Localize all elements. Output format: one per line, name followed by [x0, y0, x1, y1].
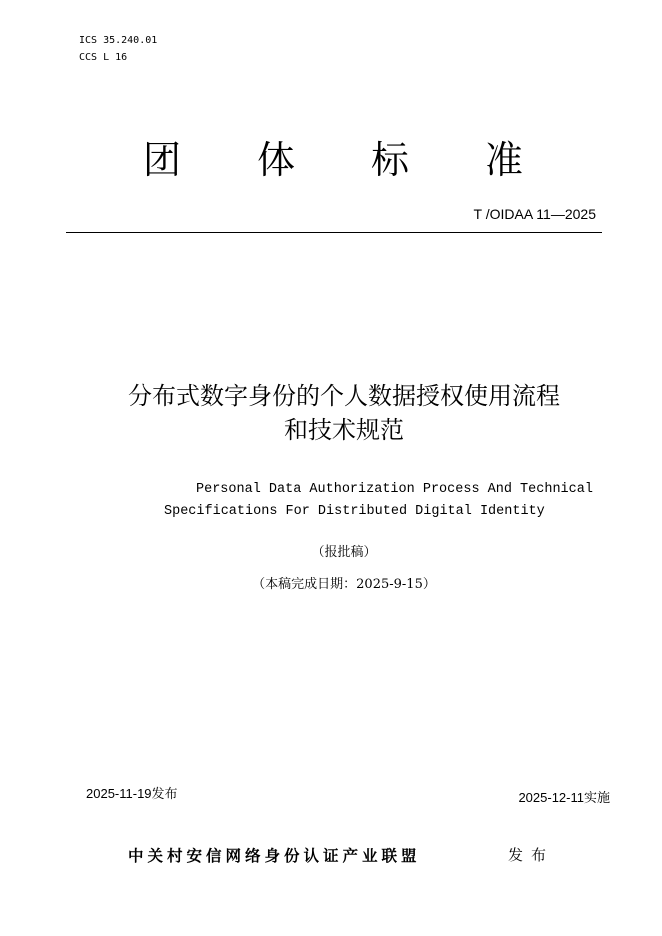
ccs-code: CCS L 16 [79, 52, 128, 63]
standard-type-char: 标 [370, 138, 409, 182]
standard-type-char: 准 [484, 138, 523, 182]
draft-completion-date: （本稿完成日期：2025-9-15） [252, 577, 436, 592]
publisher-action: 发布 [508, 846, 555, 864]
header-divider [66, 232, 602, 233]
english-title-line-1: Personal Data Authorization Process And Technical [196, 482, 593, 497]
standard-code: T /OIDAA 11—2025 [473, 206, 596, 222]
implementation-date: 2025-12-11实施 [518, 790, 610, 805]
standard-type-char: 团 [143, 138, 182, 182]
standard-type-char: 体 [256, 138, 295, 182]
english-title-line-2: Specifications For Distributed Digital Identity [164, 504, 545, 519]
ics-code: ICS 35.240.01 [79, 35, 158, 46]
publish-date: 2025-11-19发布 [86, 786, 178, 801]
chinese-title-line-1: 分布式数字身份的个人数据授权使用流程 [128, 382, 560, 410]
chinese-title-line-2: 和技术规范 [284, 416, 404, 444]
standard-type-heading [143, 136, 523, 184]
draft-stage: （报批稿） [311, 545, 377, 560]
chinese-title [66, 379, 622, 447]
publisher-organization: 中关村安信网络身份认证产业联盟 [128, 847, 421, 865]
